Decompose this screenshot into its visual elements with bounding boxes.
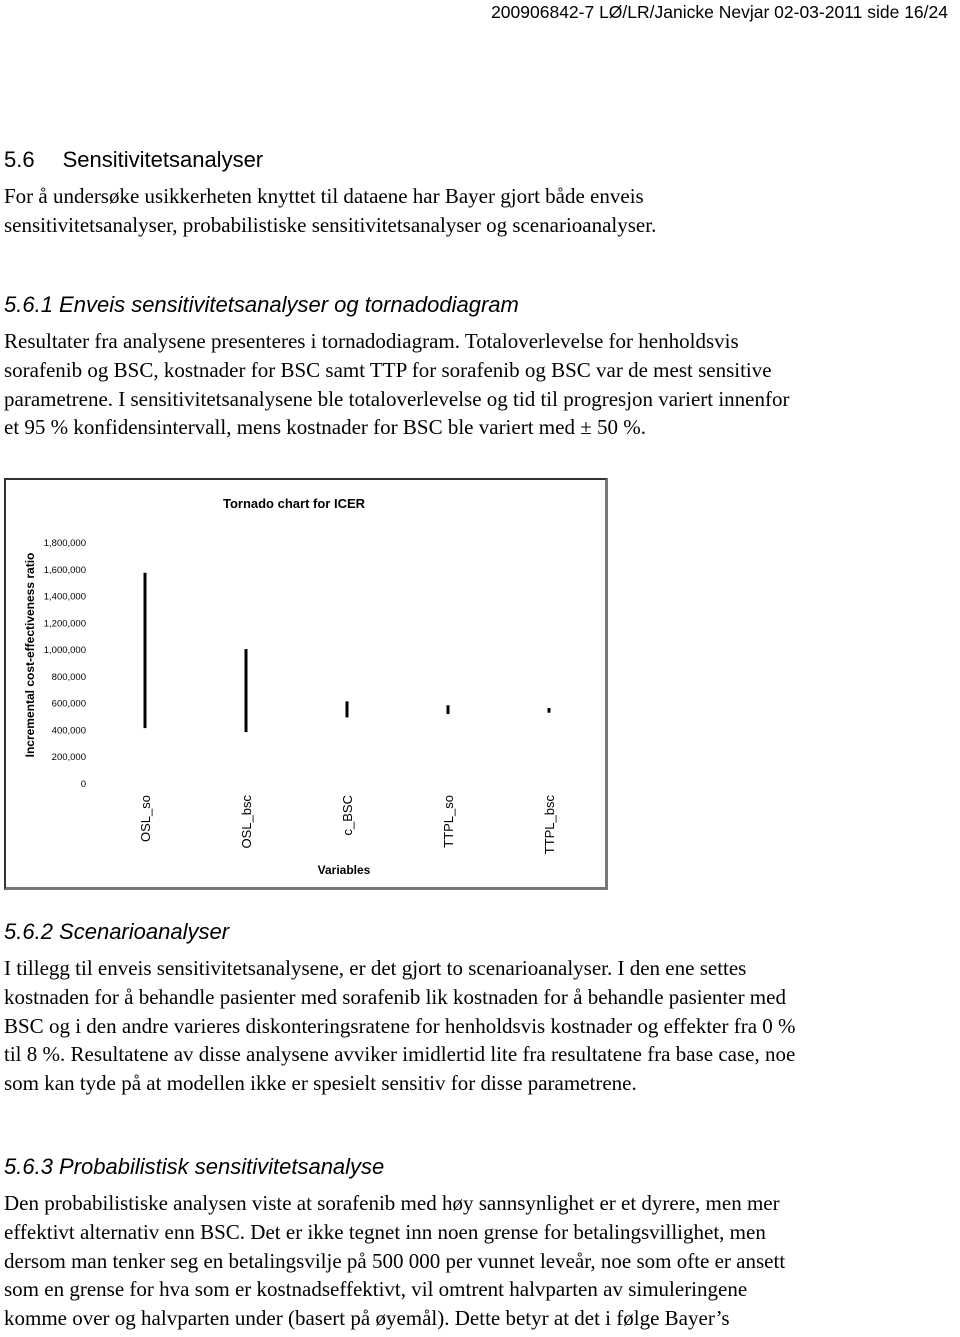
y-tick-label: 200,000 bbox=[51, 752, 86, 764]
y-tick-label: 1,600,000 bbox=[43, 564, 86, 576]
text-line: For å undersøke usikkerheten knyttet til dataene har Bayer gjort både enveis bbox=[4, 184, 644, 208]
section-heading-5-6-1: 5.6.1 Enveis sensitivitetsanalyser og tornadodiagram bbox=[4, 292, 519, 317]
tornado-bar bbox=[144, 573, 147, 728]
text-line: til 8 %. Resultatene av disse analysene avviker imidlertid lite fra resultatene fra base case, noe bbox=[4, 1042, 796, 1067]
page-header: 200906842-7 LØ/LR/Janicke Nevjar 02-03-2011 side 16/24 bbox=[491, 2, 948, 22]
y-axis-label: Incremental cost-effectiveness ratio bbox=[23, 552, 37, 758]
text-line: som en grense for hva som er kostnadseffektivt, vil omtrent halvparten av simuleringene bbox=[4, 1277, 748, 1302]
y-tick-label: 400,000 bbox=[51, 725, 86, 737]
y-ticks bbox=[44, 538, 86, 790]
x-axis-label: Variables bbox=[317, 863, 371, 877]
tornado-bar bbox=[346, 701, 349, 717]
text-line: sensitivitetsanalyser, probabilistiske sensitivitetsanalyser og scenarioanalyser. bbox=[4, 212, 657, 237]
paragraph-5-6-1 bbox=[4, 327, 958, 442]
tornado-bar bbox=[447, 705, 450, 714]
text-line: som kan tyde på at modellen ikke er spesielt sensitiv for disse parametrene. bbox=[4, 1071, 637, 1096]
text-line: I tillegg til enveis sensitivitetsanalysene, er det gjort to scenarioanalyser. I den ene settes bbox=[4, 956, 747, 980]
text-line: dersom man tenker seg en betalingsvilje på 500 000 per vunnet leveår, noe som ofte er ansett bbox=[4, 1248, 786, 1273]
text-line: Den probabilistiske analysen viste at sorafenib med høy sannsynlighet er et dyrere, men mer bbox=[4, 1191, 780, 1215]
x-ticks bbox=[138, 795, 557, 855]
x-tick-label: OSL_so bbox=[138, 795, 153, 842]
paragraph-5-6-3 bbox=[4, 1189, 958, 1333]
x-tick-label: TTPL_so bbox=[441, 795, 456, 848]
text-line: kostnaden for å behandle pasienter med sorafenib lik kostnaden for å behandle pasienter med bbox=[4, 984, 786, 1009]
tornado-chart-svg bbox=[6, 480, 606, 888]
y-tick-label: 600,000 bbox=[51, 698, 86, 710]
section-number: 5.6 bbox=[4, 147, 35, 172]
y-tick-label: 800,000 bbox=[51, 671, 86, 683]
text-line: sorafenib og BSC, kostnader for BSC samt TTP for sorafenib og BSC var de mest sensitive bbox=[4, 357, 772, 382]
tornado-bar bbox=[245, 649, 248, 732]
section-heading-5-6 bbox=[4, 146, 263, 174]
bars bbox=[144, 573, 551, 732]
y-tick-label: 1,000,000 bbox=[43, 645, 86, 657]
text-line: komme over og halvparten under (basert på øyemål). Dette betyr at det i følge Bayer’s bbox=[4, 1306, 730, 1331]
text-line: et 95 % konfidensintervall, mens kostnader for BSC ble variert med ± 50 %. bbox=[4, 415, 646, 440]
text-line: Resultater fra analysene presenteres i tornadodiagram. Totaloverlevelse for henholdsvis bbox=[4, 329, 739, 353]
section-title: Sensitivitetsanalyser bbox=[62, 147, 264, 172]
tornado-bar bbox=[548, 708, 551, 713]
y-tick-label: 1,200,000 bbox=[43, 618, 86, 630]
x-tick-label: TTPL_bsc bbox=[542, 795, 557, 855]
y-tick-label: 1,400,000 bbox=[43, 591, 86, 603]
section-heading-5-6-3: 5.6.3 Probabilistisk sensitivitetsanalyse bbox=[4, 1154, 385, 1179]
chart-title: Tornado chart for ICER bbox=[222, 496, 366, 511]
text-line: parametrene. I sensitivitetsanalysene ble totaloverlevelse og tid til progresjon variert innenfor bbox=[4, 386, 790, 411]
x-tick-label: OSL_bsc bbox=[239, 795, 254, 849]
text-line: effektivt alternativ enn BSC. Det er ikke tegnet inn noen grense for betalingsvillighet, men bbox=[4, 1219, 766, 1244]
x-tick-label: c_BSC bbox=[340, 795, 355, 836]
y-tick-label: 1,800,000 bbox=[43, 538, 86, 549]
section-heading-5-6-2: 5.6.2 Scenarioanalyser bbox=[4, 919, 230, 944]
text-line: BSC og i den andre varieres diskonteringsratene for henholdsvis kostnader og effekter fra 0 % bbox=[4, 1013, 796, 1038]
tornado-chart bbox=[4, 478, 608, 890]
paragraph-5-6 bbox=[4, 182, 958, 240]
paragraph-5-6-2 bbox=[4, 954, 958, 1098]
y-tick-label: 0 bbox=[80, 779, 86, 790]
